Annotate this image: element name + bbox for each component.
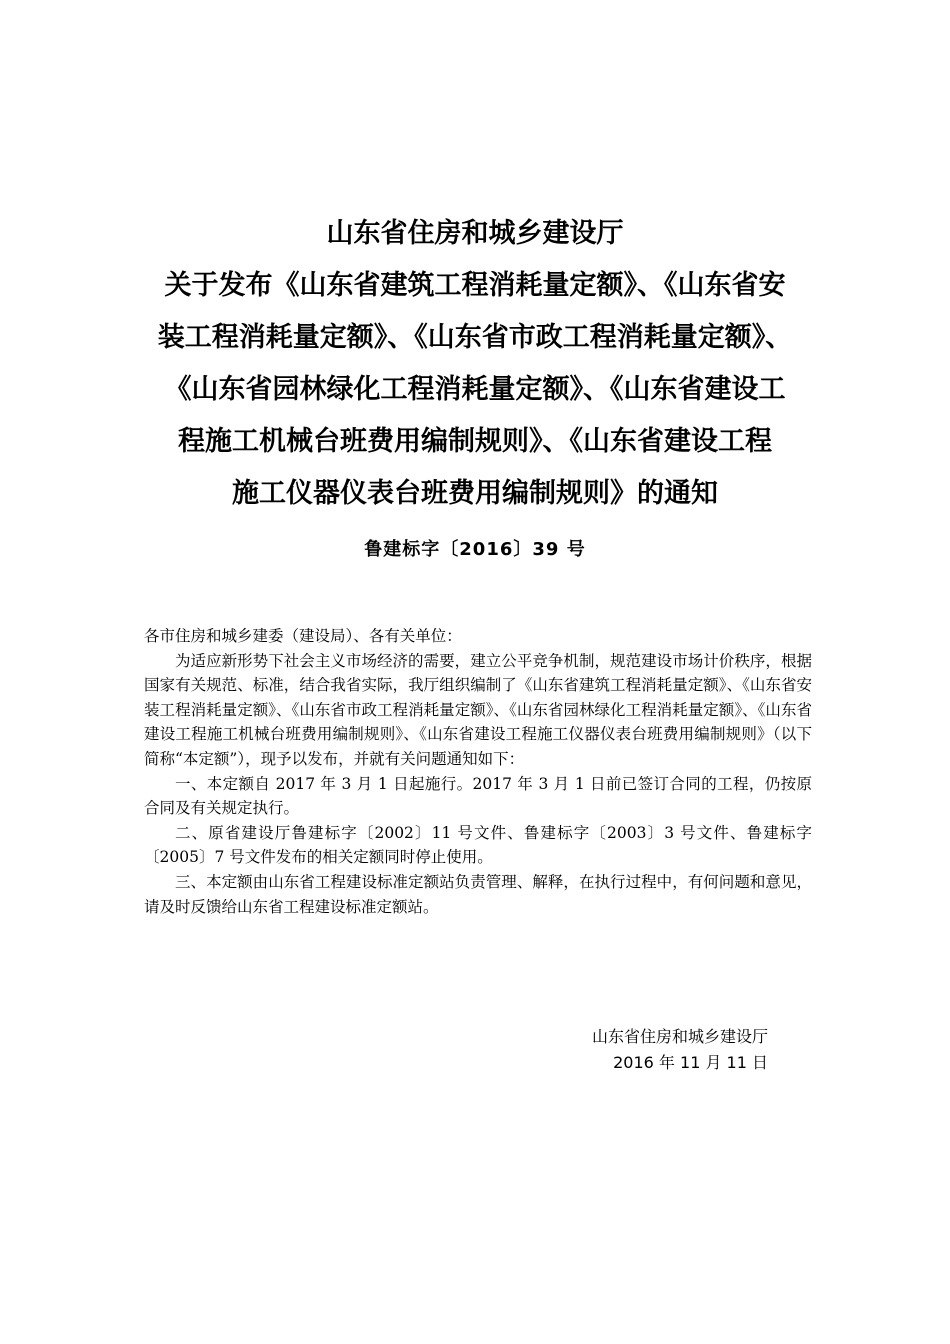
- title-line: 关于发布《山东省建筑工程消耗量定额》、《山东省安: [164, 270, 786, 301]
- title-line-issuer: 山东省住房和城乡建设厅: [326, 218, 624, 249]
- notice-title: [0, 208, 950, 520]
- document-number: 鲁建标字〔2016〕39 号: [364, 539, 586, 560]
- title-line: 施工仪器仪表台班费用编制规则》的通知: [232, 478, 718, 509]
- title-line: 装工程消耗量定额》、《山东省市政工程消耗量定额》、: [157, 322, 793, 353]
- notice-body: [144, 624, 812, 919]
- issue-date: 2016 年 11 月 11 日: [613, 1053, 768, 1072]
- body-paragraph: 为适应新形势下社会主义市场经济的需要，建立公平竞争机制，规范建设市场计价秩序，根据国家有关规范、标准，结合我省实际，我厅组织编制了《山东省建筑工程消耗量定额》、《山东省安装工程消耗量定额》、《山东省市政工程消耗量定额》、《山东省园林绿化工程消耗量定额》、《山东省建设工程施工机械台班费用编制规则》、《山东省建设工程施工仪器仪表台班费用编制规则》（以下简称“本定额”），现予以发布，并就有关问题通知如下：: [144, 651, 812, 768]
- title-line: 程施工机械台班费用编制规则》、《山东省建设工程: [178, 426, 772, 457]
- salutation: 各市住房和城乡建委（建设局）、各有关单位：: [144, 627, 462, 645]
- body-paragraph: 一、本定额自 2017 年 3 月 1 日起施行。2017 年 3 月 1 日前已签订合同的工程，仍按原合同及有关规定执行。: [144, 774, 812, 818]
- signature-block: [592, 1024, 768, 1076]
- issuer-name: 山东省住房和城乡建设厅: [591, 1027, 768, 1046]
- body-paragraph: 三、本定额由山东省工程建设标准定额站负责管理、解释，在执行过程中，有何问题和意见，请及时反馈给山东省工程建设标准定额站。: [144, 872, 812, 916]
- body-paragraph: 二、原省建设厅鲁建标字〔2002〕11 号文件、鲁建标字〔2003〕3 号文件、鲁建标字〔2005〕7 号文件发布的相关定额同时停止使用。: [144, 823, 812, 867]
- title-line: 《山东省园林绿化工程消耗量定额》、《山东省建设工: [164, 374, 786, 405]
